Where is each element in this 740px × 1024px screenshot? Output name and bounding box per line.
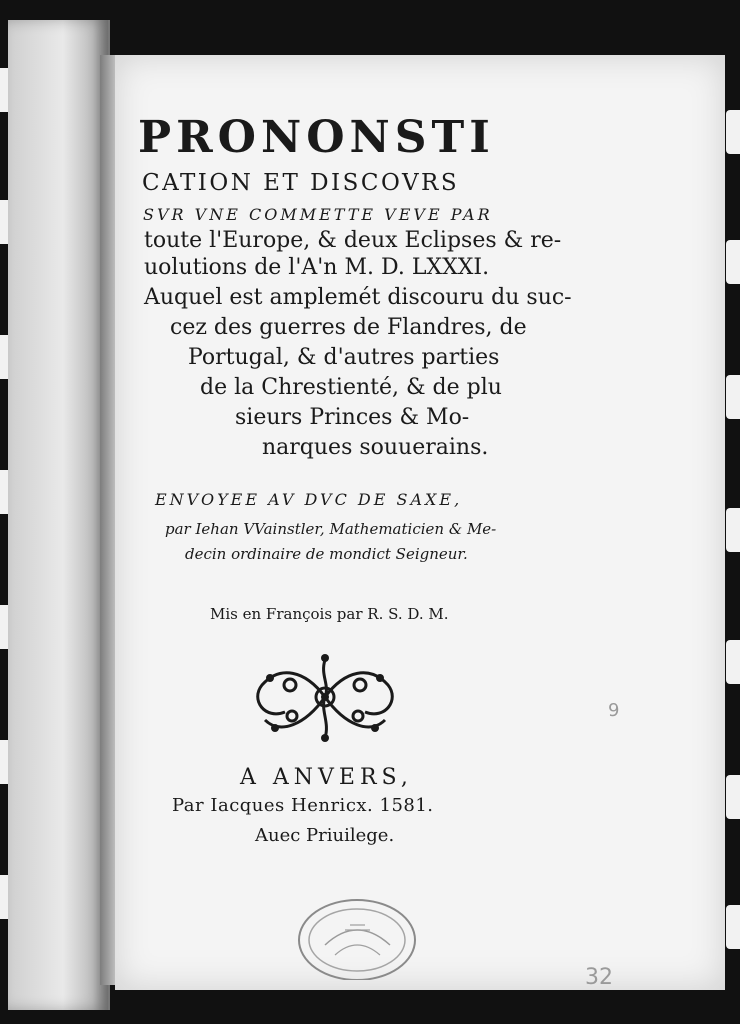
body-line: de la Chrestienté, & de plu [200,375,502,400]
dedication-author-cont: decin ordinaire de mondict Seigneur. [185,545,468,563]
body-line: Auquel est amplemét discouru du suc- [144,285,572,310]
title-line-3: SVR VNE COMMETTE VEVE PAR [143,205,493,224]
imprint-printer: Par Iacques Henricx. 1581. [172,795,434,816]
imprint-privilege: Auec Priuilege. [255,825,395,846]
facing-page-leaf [8,20,110,1010]
film-perforation [726,240,740,284]
body-line: toute l'Europe, & deux Eclipses & re- [144,228,562,253]
printers-ornament-icon [250,650,400,745]
library-stamp-icon [295,895,420,980]
dedication-author: par Iehan VVainstler, Mathematicien & Me- [165,520,497,538]
film-perforation [726,508,740,552]
film-perforation [726,110,740,154]
body-line: Portugal, & d'autres parties [188,345,500,370]
body-line: narques souuerains. [262,435,489,460]
film-perforation [726,640,740,684]
dedication-heading: ENVOYEE AV DVC DE SAXE, [155,490,463,509]
title-line-1: PRONONSTI [138,112,495,163]
imprint-city: A ANVERS, [240,765,413,790]
film-perforation [726,905,740,949]
body-line: cez des guerres de Flandres, de [170,315,527,340]
film-perforation [726,375,740,419]
film-perforation [726,775,740,819]
pencil-mark: 9 [608,700,620,721]
translator-credit: Mis en François par R. S. D. M. [210,605,449,623]
title-line-2: CATION ET DISCOVRS [142,170,460,196]
pencil-shelfmark: 32 [585,965,613,990]
body-line: uolutions de l'A'n M. D. LXXXI. [144,255,490,280]
body-line: sieurs Princes & Mo- [235,405,470,430]
